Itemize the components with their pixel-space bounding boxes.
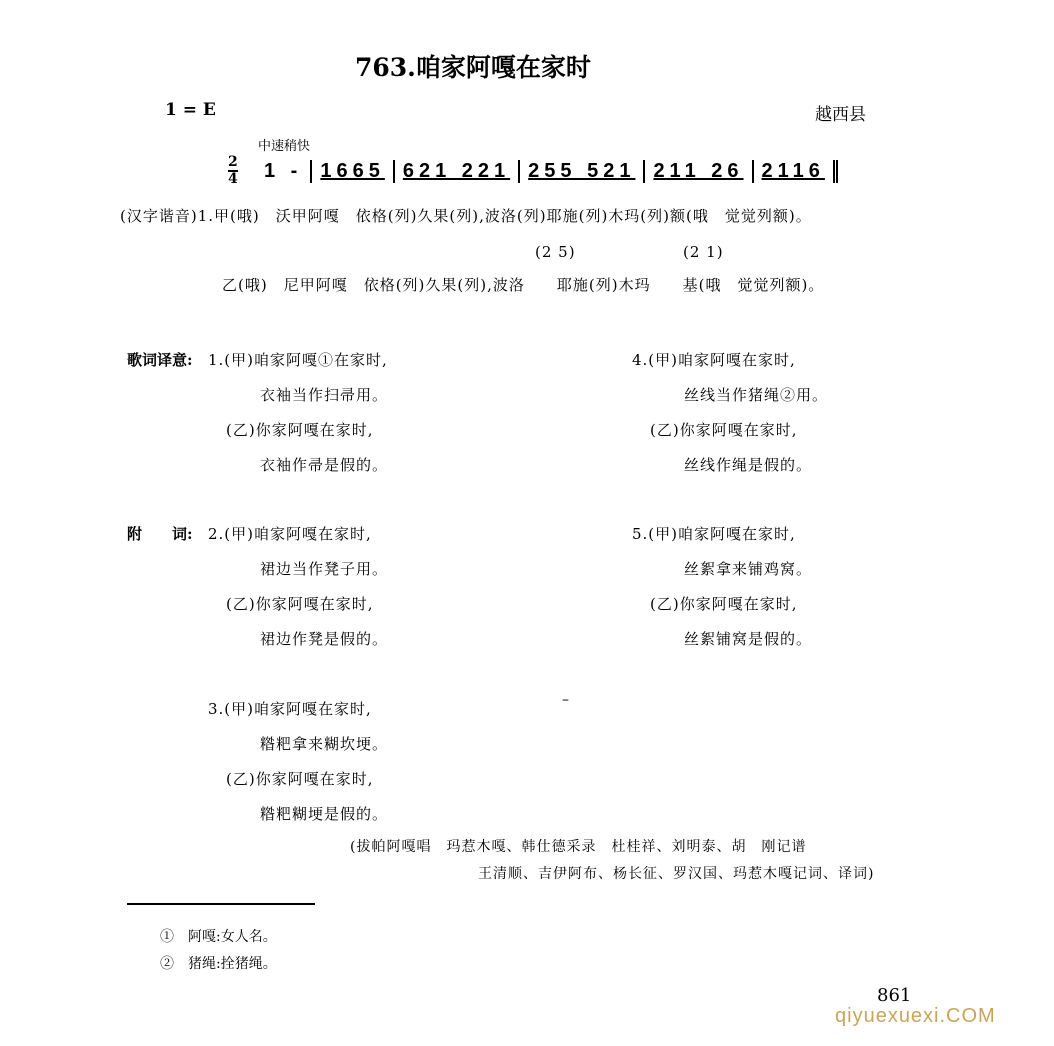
verse-line: 糌粑拿来糊坎埂。 [260,735,389,753]
verse-line: 衣袖当作扫帚用。 [260,386,389,404]
verse-line: 裙边作凳是假的。 [260,630,389,648]
verse-line: 4.(甲)咱家阿嘎在家时, [632,351,796,369]
measure: 1 - [256,160,312,183]
verse-line: 裙边当作凳子用。 [260,560,389,578]
verse-line: 丝线作绳是假的。 [684,456,813,474]
dash-mark: – [562,692,569,708]
time-signature [228,155,238,187]
verse-line: 糌粑糊埂是假的。 [260,805,389,823]
verse-line: 丝絮铺窝是假的。 [684,630,813,648]
verse-line: 5.(甲)咱家阿嘎在家时, [632,525,796,543]
alt-notes-2: (2 1) [683,243,724,261]
measure: 211 26 [645,160,753,183]
verse-line: 衣袖作帚是假的。 [260,456,389,474]
lyric-line-2: 乙(哦) 尼甲阿嘎 依格(列)久果(列),波洛 耶施(列)木玛 基(哦 觉觉列额)。 [222,276,825,294]
alt-notes-1: (2 5) [535,243,576,261]
page-number: 861 [877,985,912,1006]
tempo-marking: 中速稍快 [258,139,311,154]
key-signature: 1 = E [165,100,216,120]
verse-line: (乙)你家阿嘎在家时, [650,595,798,613]
measure: 621 221 [395,160,520,183]
footnote-1: ① 阿嘎:女人名。 [160,929,277,945]
measure: 1665 [312,160,395,183]
watermark: qiyuexuexi.COM [835,1005,996,1027]
translation-label: 歌词译意: [127,351,193,369]
credits-line-1: (拔帕阿嘎唱 玛惹木嘎、韩仕德采录 杜桂祥、刘明泰、胡 刚记谱 [350,839,807,855]
verse-line: (乙)你家阿嘎在家时, [226,595,374,613]
verse-line: (乙)你家阿嘎在家时, [650,421,798,439]
notation-line [256,160,838,183]
verse-line: 3.(甲)咱家阿嘎在家时, [208,700,372,718]
verse-line: 2.(甲)咱家阿嘎在家时, [208,525,372,543]
measure: 2116 [754,160,838,183]
verse-line: (乙)你家阿嘎在家时, [226,770,374,788]
footnote-rule [127,903,315,905]
ts-top: 2 [228,154,238,170]
footnote-2: ② 猪绳:拴猪绳。 [160,956,277,972]
credits-line-2: 王清顺、吉伊阿布、杨长征、罗汉国、玛惹木嘎记词、译词) [478,866,875,882]
verse-line: 丝线当作猪绳②用。 [684,386,829,404]
ts-bottom: 4 [228,171,238,187]
song-title: 763.咱家阿嘎在家时 [355,53,591,82]
region: 越西县 [815,105,866,125]
verse-line: (乙)你家阿嘎在家时, [226,421,374,439]
measure: 255 521 [520,160,645,183]
verse-line: 丝絮拿来铺鸡窝。 [684,560,813,578]
lyric-line-1: (汉字谐音)1.甲(哦) 沃甲阿嘎 依格(列)久果(列),波洛(列)耶施(列)木玛(列)额(哦 觉觉列额)。 [120,207,812,225]
verse-line: 1.(甲)咱家阿嘎①在家时, [208,351,388,369]
appendix-label: 附 词: [127,525,193,543]
